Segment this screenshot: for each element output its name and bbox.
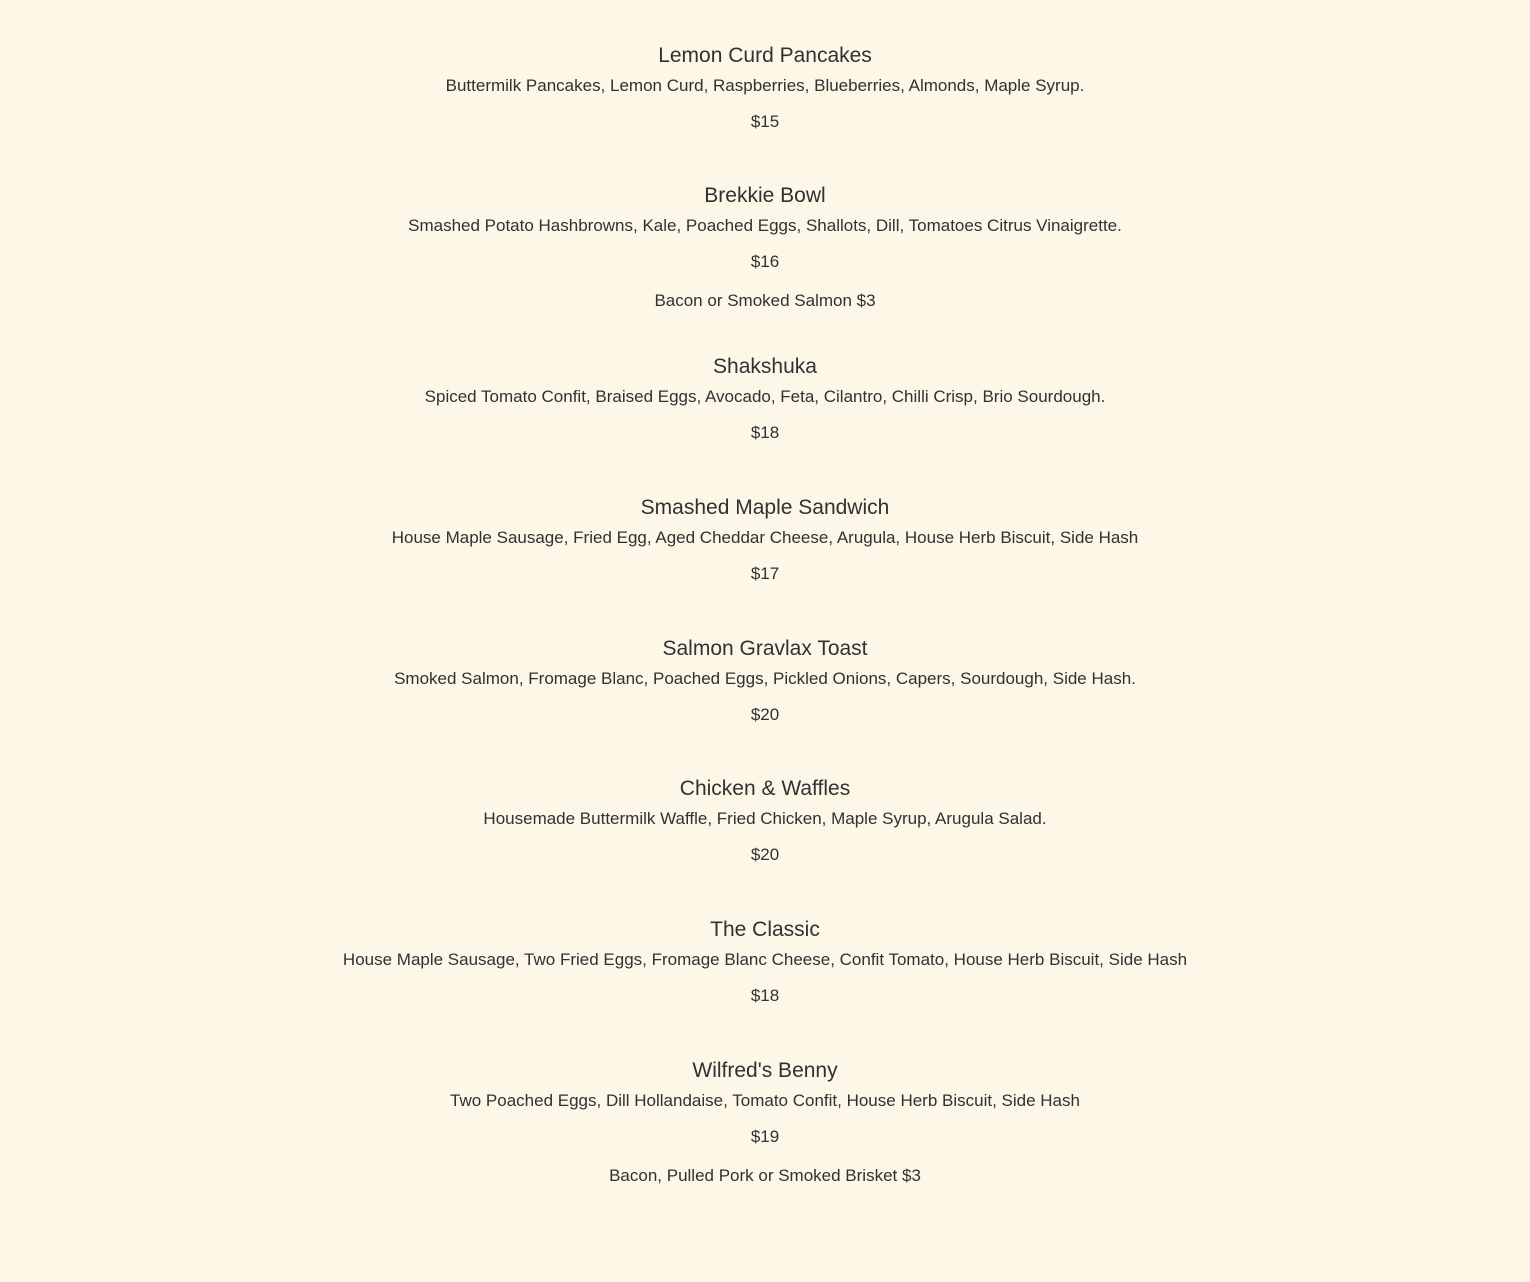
menu-item-title: Lemon Curd Pancakes — [658, 44, 872, 67]
menu-item-title: The Classic — [710, 918, 820, 941]
menu-item-title: Salmon Gravlax Toast — [662, 637, 868, 660]
menu-item-price: $16 — [750, 252, 780, 271]
menu-item-description: Smoked Salmon, Fromage Blanc, Poached Eggs, Pickled Onions, Capers, Sourdough, Side Hash. — [394, 669, 1136, 688]
menu-item-description: House Maple Sausage, Two Fried Eggs, Fromage Blanc Cheese, Confit Tomato, House Herb Biscuit, Side Hash — [342, 950, 1188, 969]
menu-item-description: House Maple Sausage, Fried Egg, Aged Cheddar Cheese, Arugula, House Herb Biscuit, Side Hash — [391, 528, 1139, 547]
menu-item-price: $20 — [750, 705, 780, 724]
menu-item-description: Housemade Buttermilk Waffle, Fried Chicken, Maple Syrup, Arugula Salad. — [483, 809, 1047, 828]
menu-item-title: Chicken & Waffles — [679, 777, 851, 800]
menu-item-description: Smashed Potato Hashbrowns, Kale, Poached Eggs, Shallots, Dill, Tomatoes Citrus Vinaigrette. — [408, 216, 1122, 235]
menu-item-price: $15 — [750, 112, 780, 131]
menu-item-price: $19 — [750, 1127, 780, 1146]
menu-item-price: $18 — [750, 423, 780, 442]
menu-item-title: Shakshuka — [713, 355, 817, 378]
menu-item-title: Wilfred's Benny — [692, 1059, 838, 1082]
menu-item-description: Two Poached Eggs, Dill Hollandaise, Tomato Confit, House Herb Biscuit, Side Hash — [450, 1091, 1080, 1110]
menu-item-description: Spiced Tomato Confit, Braised Eggs, Avocado, Feta, Cilantro, Chilli Crisp, Brio Sourdough. — [424, 387, 1106, 406]
menu-item-description: Buttermilk Pancakes, Lemon Curd, Raspberries, Blueberries, Almonds, Maple Syrup. — [445, 76, 1085, 95]
menu-item-addon: Bacon, Pulled Pork or Smoked Brisket $3 — [609, 1166, 921, 1185]
menu-item-title: Brekkie Bowl — [704, 184, 826, 207]
menu-item-price: $20 — [750, 845, 780, 864]
menu-item-price: $18 — [750, 986, 780, 1005]
menu-item-title: Smashed Maple Sandwich — [640, 496, 890, 519]
menu-item-addon: Bacon or Smoked Salmon $3 — [654, 291, 876, 310]
menu-item-price: $17 — [750, 564, 780, 583]
